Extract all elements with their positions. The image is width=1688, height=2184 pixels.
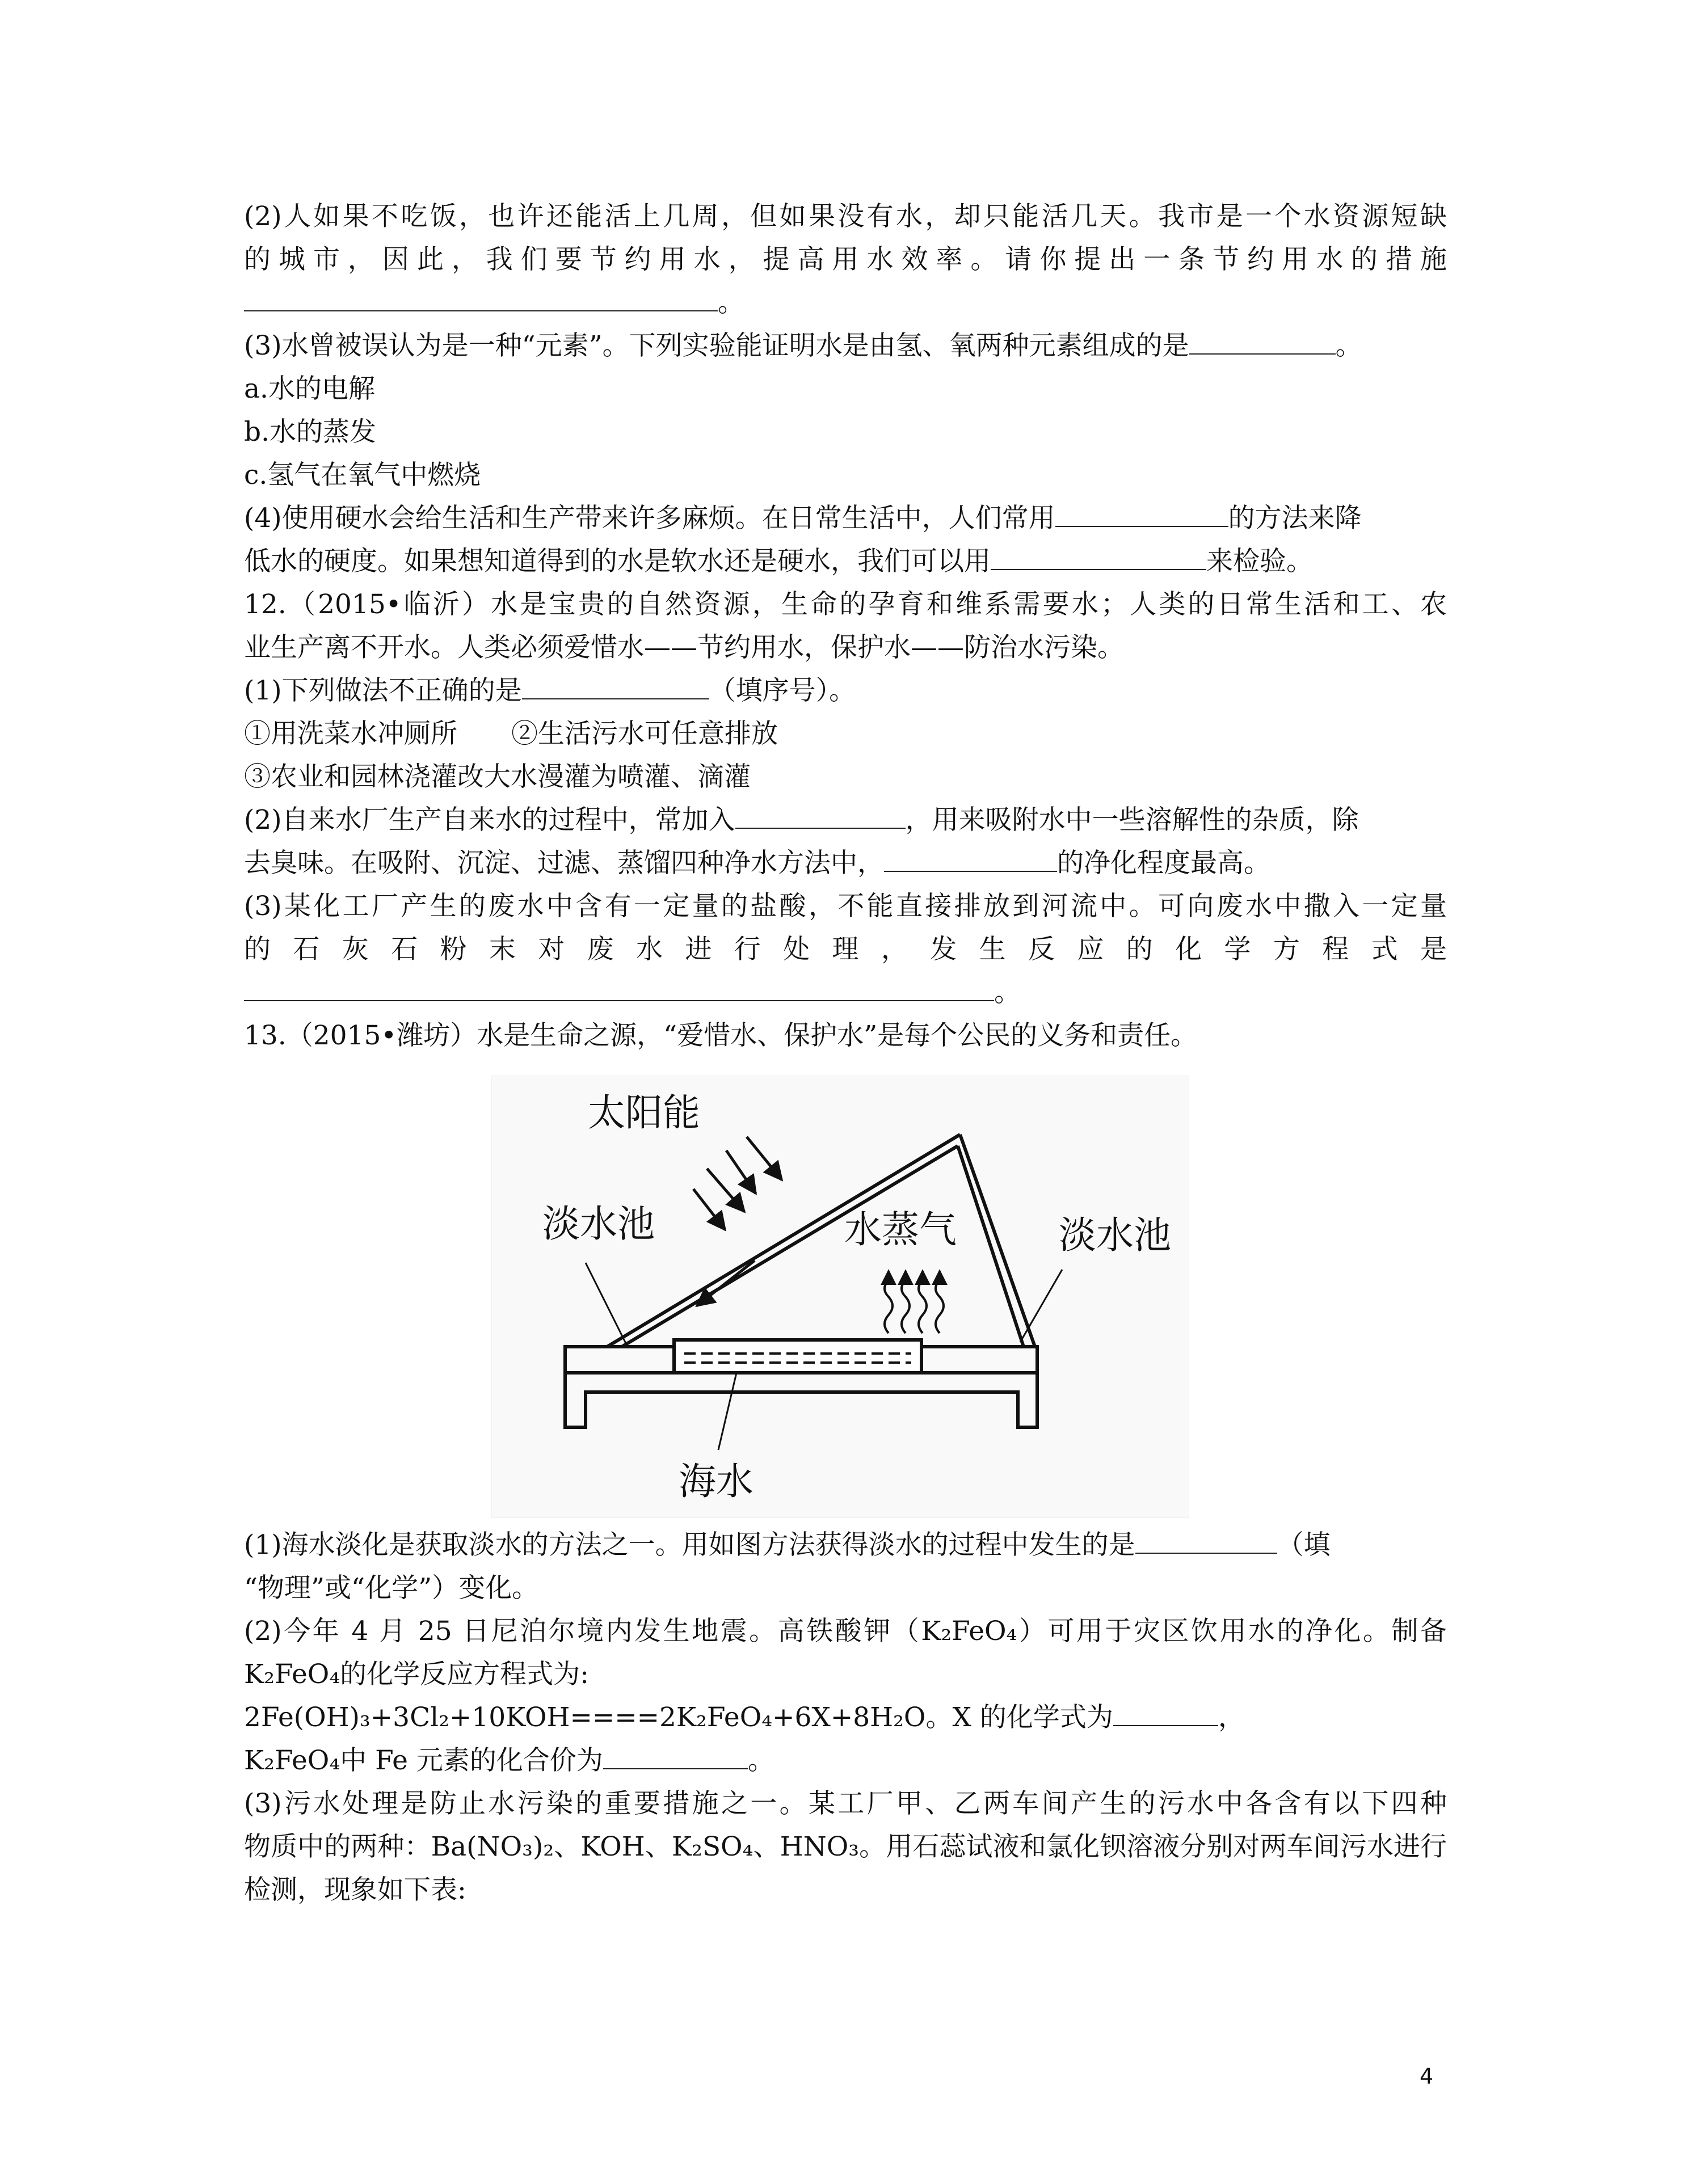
q11-part3-question: (3)水曾被误认为是一种“元素”。下列实验能证明水是由氢、氧两种元素组成的是 。 (244, 330, 1362, 361)
q12-stem-line1: 12.（2015•临沂）水是宝贵的自然资源，生命的孕育和维系需要水；人类的日常生活和工、农 (244, 589, 1447, 620)
answer-blank[interactable] (884, 848, 1057, 872)
q12-part3-line1: (3)某化工厂产生的废水中含有一定量的盐酸，不能直接排放到河流中。可向废水中撒入一定量 (244, 891, 1447, 922)
q13-part3-line3: 检测，现象如下表: (244, 1874, 466, 1905)
q13-part3-line2: 物质中的两种：Ba(NO₃)₂、KOH、K₂SO₄、HNO₃。用石蕊试液和氯化钡溶液分别对两车间污水进行 (244, 1831, 1447, 1862)
label-water-vapor: 水蒸气 (844, 1208, 957, 1251)
q12-part2-line1: (2)自来水厂生产自来水的过程中，常加入 ，用来吸附水中一些溶解性的杂质，除 (244, 804, 1359, 836)
q11-option-a: a.水的电解 (244, 373, 375, 404)
page-number: 4 (1420, 2064, 1434, 2089)
answer-blank[interactable] (244, 288, 718, 311)
q12-options-line1 (244, 717, 1447, 751)
q13-part2-valence: K₂FeO₄中 Fe 元素的化合价为 。 (244, 1745, 774, 1776)
q11-part2-line2: 的城市，因此，我们要节约用水，提高用水效率。请你提出一条节约用水的措施 (244, 244, 1447, 275)
q11-option-c: c.氢气在氧气中燃烧 (244, 459, 481, 491)
label-left-freshwater-pool: 淡水池 (542, 1202, 655, 1246)
q11-option-b: b.水的蒸发 (244, 416, 377, 448)
q13-stem: 13.（2015•潍坊）水是生命之源，“爱惜水、保护水”是每个公民的义务和责任。 (244, 1020, 1198, 1051)
q11-part2-line3: 。 (244, 286, 1447, 320)
q12-part2-line2: 去臭味。在吸附、沉淀、过滤、蒸馏四种净水方法中， 的净化程度最高。 (244, 848, 1270, 879)
q11-part2-line1: (2)人如果不吃饭，也许还能活上几周，但如果没有水，却只能活几天。我市是一个水资源短缺 (244, 201, 1447, 232)
answer-blank[interactable] (244, 977, 994, 1001)
q13-part1-line2: “物理”或“化学”）变化。 (244, 1572, 539, 1604)
q12-part3-line3: 。 (244, 976, 1447, 1010)
q12-option-1: ①用洗菜水冲厕所 (244, 718, 457, 749)
label-right-freshwater-pool: 淡水池 (1059, 1213, 1171, 1257)
q13-part2-equation: 2Fe(OH)₃+3Cl₂+10KOH====2K₂FeO₄+6X+8H₂O。X 的化学式为 ， (244, 1702, 1245, 1733)
answer-blank[interactable] (1055, 503, 1228, 527)
label-seawater: 海水 (679, 1460, 754, 1503)
q13-part2-line1: (2)今年 4 月 25 日尼泊尔境内发生地震。高铁酸钾（K₂FeO₄）可用于灾区饮用水的净化。制备 (244, 1616, 1447, 1647)
q12-option-2: ②生活污水可任意排放 (511, 718, 778, 749)
q11-part4-line2: 低水的硬度。如果想知道得到的水是软水还是硬水，我们可以用 来检验。 (244, 546, 1313, 577)
q11-part4-line1: (4)使用硬水会给生活和生产带来许多麻烦。在日常生活中，人们常用 的方法来降 (244, 503, 1362, 534)
label-solar-energy: 太阳能 (588, 1091, 700, 1135)
answer-blank[interactable] (735, 805, 906, 829)
q12-part1-question: (1)下列做法不正确的是 （填序号）。 (244, 675, 856, 706)
answer-blank[interactable] (991, 546, 1206, 570)
solar-desalination-diagram (491, 1076, 1189, 1518)
q13-part2-line2: K₂FeO₄的化学反应方程式为: (244, 1659, 590, 1690)
answer-blank[interactable] (603, 1745, 748, 1769)
answer-blank[interactable] (1189, 331, 1336, 355)
q12-option-3: ③农业和园林浇灌改大水漫灌为喷灌、滴灌 (244, 761, 751, 792)
q12-part3-line2: 的石灰石粉末对废水进行处理，发生反应的化学方程式是 (244, 934, 1447, 965)
answer-blank[interactable] (522, 676, 709, 699)
q13-part3-line1: (3)污水处理是防止水污染的重要措施之一。某工厂甲、乙两车间产生的污水中各含有以下四种 (244, 1788, 1447, 1819)
seawater-tray (674, 1340, 921, 1373)
q13-part1-line1: (1)海水淡化是获取淡水的方法之一。用如图方法获得淡水的过程中发生的是 （填 (244, 1529, 1331, 1561)
q12-stem-line2: 业生产离不开水。人类必须爱惜水——节约用水，保护水——防治水污染。 (244, 632, 1124, 663)
answer-blank[interactable] (1135, 1530, 1277, 1554)
answer-blank[interactable] (1113, 1702, 1218, 1726)
